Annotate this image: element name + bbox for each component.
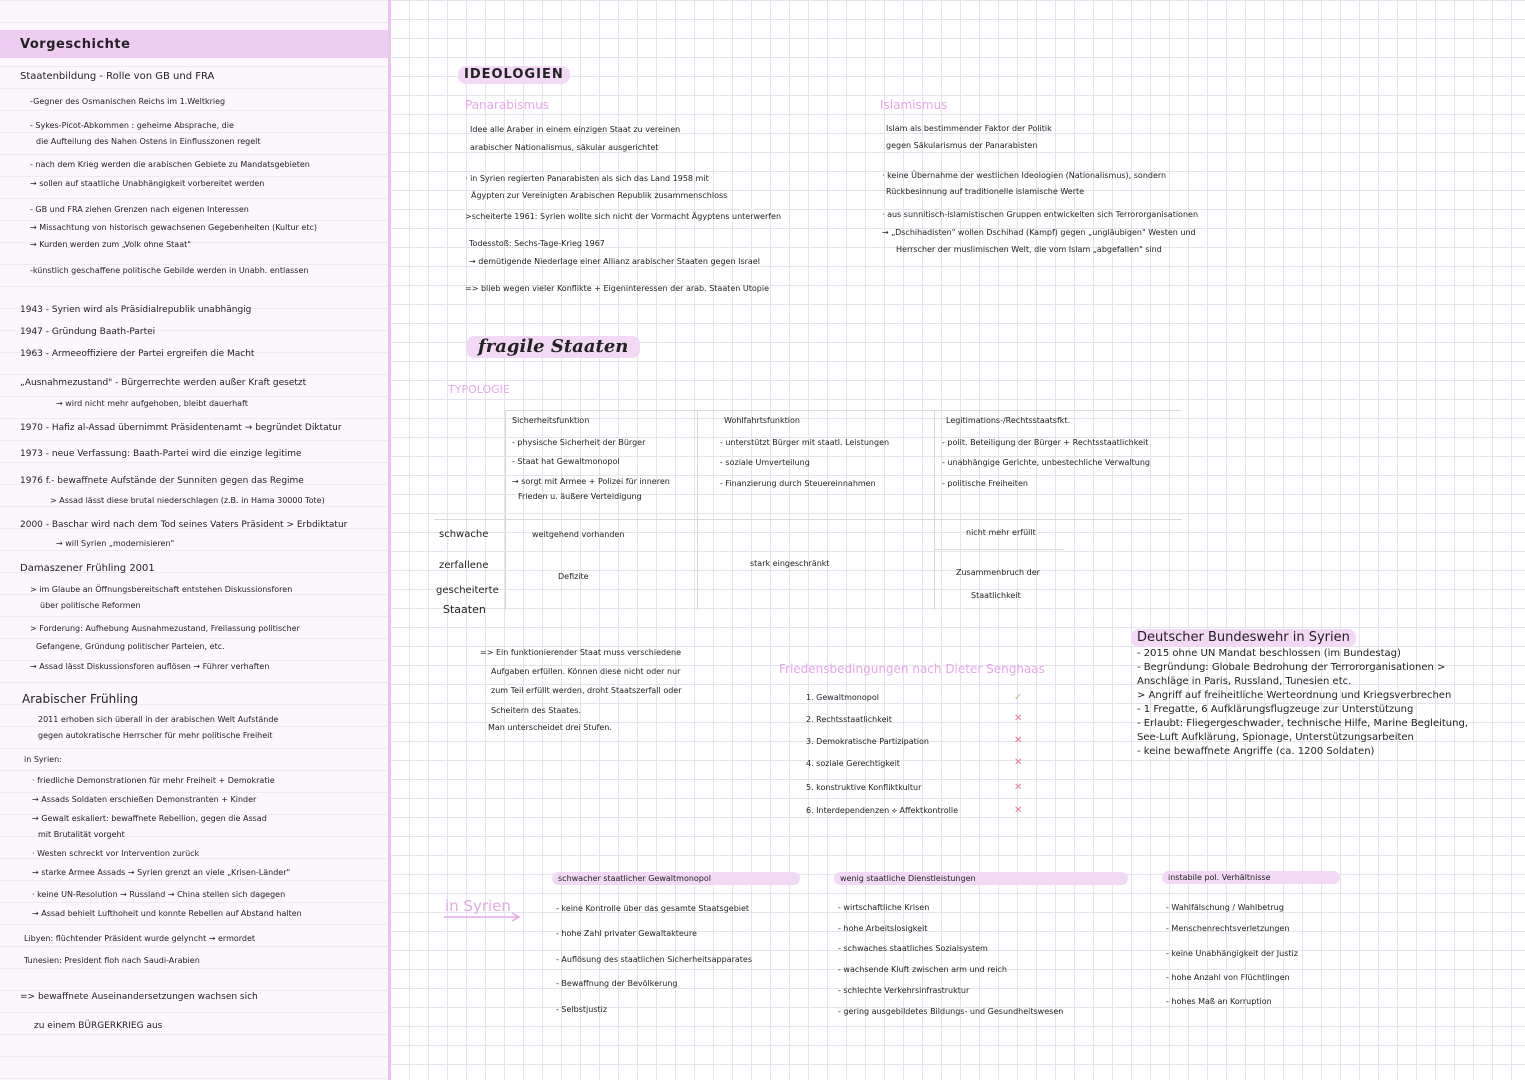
left-line: 1976 f.- bewaffnete Aufstände der Sunniten gegen das Regime [20, 476, 304, 486]
left-line: · Westen schreckt vor Intervention zurück [32, 849, 200, 858]
isl-line: → „Dschihadisten" wollen Dschihad (Kampf) gegen „ungläubigen" Westen und [882, 228, 1196, 237]
isl-line: Rückbesinnung auf traditionelle islamische Werte [886, 187, 1085, 196]
row-label: zerfallene [439, 560, 489, 571]
isl-line: gegen Säkularismus der Panarabisten [886, 141, 1038, 150]
syrien-col-head: schwacher staatlicher Gewaltmonopol [552, 872, 800, 885]
syrien-item: - Selbstjustiz [556, 1005, 608, 1014]
bundeswehr-line: - 2015 ohne UN Mandat beschlossen (im Bundestag) [1137, 648, 1401, 659]
syrien-item: - Bewaffnung der Bevölkerung [556, 979, 678, 988]
syrien-item: - Menschenrechtsverletzungen [1166, 924, 1290, 933]
syrien-item: - schlechte Verkehrsinfrastruktur [838, 986, 970, 995]
left-line: „Ausnahmezustand" - Bürgerrechte werden außer Kraft gesetzt [20, 378, 307, 388]
syrien-item: - wachsende Kluft zwischen arm und reich [838, 965, 1007, 974]
left-line: mit Brutalität vorgeht [38, 830, 125, 839]
col-item: - Staat hat Gewaltmonopol [512, 457, 620, 466]
bundeswehr-line: Anschläge in Paris, Russland, Tunesien etc. [1137, 676, 1352, 687]
pan-line: >scheiterte 1961: Syrien wollte sich nicht der Vormacht Ägyptens unterwerfen [465, 212, 782, 221]
bundeswehr-line: - Begründung: Globale Bedrohung der Terrororganisationen > [1137, 662, 1446, 673]
left-line: → Gewalt eskaliert: bewaffnete Rebellion, gegen die Assad [32, 814, 267, 823]
left-line: Tunesien: President floh nach Saudi-Arabien [24, 956, 200, 965]
left-line: → wird nicht mehr aufgehoben, bleibt dauerhaft [56, 399, 248, 408]
bundeswehr-line: - keine bewaffnete Angriffe (ca. 1200 Soldaten) [1137, 746, 1375, 757]
col-item: - politische Freiheiten [942, 479, 1028, 488]
conclusion-line: Aufgaben erfüllen. Können diese nicht oder nur [491, 667, 681, 676]
pan-line: Ägypten zur Vereinigten Arabischen Republik zusammenschloss [471, 191, 728, 200]
islamismus-title: Islamismus [880, 98, 948, 112]
isl-line: · aus sunnitisch-islamistischen Gruppen entwickelten sich Terrororganisationen [882, 210, 1199, 219]
arrow-right-icon [444, 912, 524, 922]
isl-line: Herrscher der muslimischen Welt, die vom Islam „abgefallen" sind [896, 245, 1162, 254]
left-line: Staatenbildung - Rolle von GB und FRA [20, 71, 215, 82]
bundeswehr-line: - 1 Fregatte, 6 Aufklärungsflugzeuge zur Unterstützung [1137, 704, 1414, 715]
col-item: - unterstützt Bürger mit staatl. Leistungen [720, 438, 890, 447]
bundeswehr-line: - Erlaubt: Fliegergeschwader, technische Hilfe, Marine Begleitung, [1137, 718, 1469, 729]
row-label: schwache [439, 529, 489, 540]
col-item: - unabhängige Gerichte, unbestechliche Verwaltung [942, 458, 1150, 467]
left-line: => bewaffnete Auseinandersetzungen wachsen sich [20, 992, 258, 1002]
left-line: gegen autokratische Herrscher für mehr politische Freiheit [38, 731, 273, 740]
syrien-item: - hohe Anzahl von Flüchtlingen [1166, 973, 1290, 982]
left-line: → Assad lässt Diskussionsforen auflösen → Führer verhaften [30, 662, 270, 671]
left-line: → Missachtung von historisch gewachsenen Gegebenheiten (Kultur etc) [30, 223, 317, 232]
conclusion-line: zum Teil erfüllt werden, droht Staatszerfall oder [491, 686, 682, 695]
conclusion-line: => Ein funktionierender Staat muss verschiedene [480, 648, 681, 657]
col-item: - Finanzierung durch Steuereinnahmen [720, 479, 876, 488]
table-divider [505, 410, 1181, 411]
pan-line: · in Syrien regierten Panarabisten als sich das Land 1958 mit [465, 174, 709, 183]
table-divider [505, 410, 506, 610]
row-label: Staaten [443, 603, 486, 616]
left-line: -künstlich geschaffene politische Gebilde werden in Unabh. entlassen [30, 266, 309, 275]
left-line: → sollen auf staatliche Unabhängigkeit vorbereitet werden [30, 179, 265, 188]
row-label: gescheiterte [436, 585, 499, 596]
pan-line: Todesstoß: Sechs-Tage-Krieg 1967 [469, 239, 605, 248]
left-title: Vorgeschichte [20, 37, 131, 52]
frieden-item: 5. konstruktive Konfliktkultur [806, 783, 922, 792]
syrien-col-head: instabile pol. Verhältnisse [1162, 871, 1340, 884]
left-line: - GB und FRA ziehen Grenzen nach eigenen Interessen [30, 205, 249, 214]
pan-line: → demütigende Niederlage einer Allianz arabischer Staaten gegen Israel [469, 257, 760, 266]
left-line: über politische Reformen [40, 601, 141, 610]
left-line: 1947 - Gründung Baath-Partei [20, 327, 156, 337]
left-line: 1943 - Syrien wird als Präsidialrepublik unabhängig [20, 305, 252, 315]
left-line: die Aufteilung des Nahen Ostens in Einflusszonen regelt [36, 137, 261, 146]
left-subheading: Damaszener Frühling 2001 [20, 563, 155, 574]
left-line: in Syrien: [24, 755, 62, 764]
cell: weitgehend vorhanden [532, 530, 625, 539]
col-item: → sorgt mit Armee + Polizei für inneren [512, 477, 670, 486]
cross-icon: ✕ [1014, 735, 1023, 746]
conclusion-line: Man unterscheidet drei Stufen. [488, 723, 612, 732]
bundeswehr-title: Deutscher Bundeswehr in Syrien [1131, 629, 1356, 647]
cross-icon: ✕ [1014, 757, 1023, 768]
pan-line: Idee alle Araber in einem einzigen Staat zu vereinen [470, 125, 681, 134]
left-line: · keine UN-Resolution → Russland → China stellen sich dagegen [32, 890, 286, 899]
column-divider [388, 0, 391, 1080]
cross-icon: ✕ [1014, 713, 1023, 724]
col-head-wohlfahrt: Wohlfahrtsfunktion [724, 416, 800, 425]
left-line: Gefangene, Gründung politischer Parteien, etc. [36, 642, 225, 651]
frieden-item: 2. Rechtsstaatlichkeit [806, 715, 892, 724]
col-item: Frieden u. äußere Verteidigung [518, 492, 642, 501]
table-divider [934, 549, 1064, 550]
in-syrien-label: in Syrien [445, 897, 511, 915]
syrien-item: - hohe Zahl privater Gewaltakteure [556, 929, 697, 938]
col-item: - polit. Beteiligung der Bürger + Rechtsstaatlichkeit [942, 438, 1149, 447]
frieden-item: 1. Gewaltmonopol [806, 693, 879, 702]
frieden-item: 6. Interdependenzen ⟡ Affektkontrolle [806, 806, 959, 815]
frieden-item: 4. soziale Gerechtigkeit [806, 759, 900, 768]
col-head-legitimation: Legitimations-/Rechtsstaatsfkt. [946, 416, 1071, 425]
left-line: Libyen: flüchtender Präsident wurde gelyncht → ermordet [24, 934, 256, 943]
left-subheading: Arabischer Frühling [22, 692, 139, 706]
table-divider [434, 519, 1182, 520]
table-divider [934, 410, 935, 610]
syrien-item: - schwaches staatliches Sozialsystem [838, 944, 988, 953]
section-title-fragile-staaten: fragile Staaten [466, 336, 640, 358]
isl-line: · keine Übernahme der westlichen Ideologien (Nationalismus), sondern [882, 171, 1167, 180]
typologie-label: TYPOLOGIE [448, 383, 510, 396]
left-line: 1970 - Hafiz al-Assad übernimmt Präsidentenamt → begründet Diktatur [20, 423, 342, 433]
left-line: · friedliche Demonstrationen für mehr Freiheit + Demokratie [32, 776, 275, 785]
section-title-ideologien: IDEOLOGIEN [458, 66, 570, 84]
cell: nicht mehr erfüllt [966, 528, 1036, 537]
left-line: > Forderung: Aufhebung Ausnahmezustand, Freilassung politischer [30, 624, 300, 633]
col-head-sicherheit: Sicherheitsfunktion [512, 416, 590, 425]
col-item: - soziale Umverteilung [720, 458, 810, 467]
left-line: → Assad behielt Lufthoheit und konnte Rebellen auf Abstand halten [32, 909, 302, 918]
syrien-item: - hohe Arbeitslosigkeit [838, 924, 928, 933]
frieden-item: 3. Demokratische Partizipation [806, 737, 929, 746]
syrien-item: - keine Unabhängigkeit der Justiz [1166, 949, 1298, 958]
left-line: → Assads Soldaten erschießen Demonstranten + Kinder [32, 795, 257, 804]
left-line: - Sykes-Picot-Abkommen : geheime Absprache, die [30, 121, 234, 130]
left-line: 1973 - neue Verfassung: Baath-Partei wird die einzige legitime [20, 449, 302, 459]
cell: Zusammenbruch der [956, 568, 1040, 577]
left-line: 1963 - Armeeoffiziere der Partei ergreifen die Macht [20, 349, 255, 359]
left-line: → will Syrien „modernisieren" [56, 539, 175, 548]
cross-icon: ✕ [1014, 805, 1023, 816]
left-line: → starke Armee Assads → Syrien grenzt an viele „Krisen-Länder" [32, 868, 291, 877]
cell: Defizite [558, 572, 589, 581]
left-line: zu einem BÜRGERKRIEG aus [34, 1021, 163, 1031]
conclusion-line: Scheitern des Staates. [491, 706, 582, 715]
left-line: → Kurden werden zum „Volk ohne Staat" [30, 240, 191, 249]
syrien-item: - Wahlfälschung / Wahlbetrug [1166, 903, 1284, 912]
syrien-col-head: wenig staatliche Dienstleistungen [834, 872, 1128, 885]
cell: stark eingeschränkt [750, 559, 830, 568]
panarabismus-title: Panarabismus [465, 98, 550, 112]
grid-paper-background [390, 0, 1525, 1080]
left-line: > im Glaube an Öffnungsbereitschaft entstehen Diskussionsforen [30, 585, 293, 594]
syrien-item: - Auflösung des staatlichen Sicherheitsapparates [556, 955, 752, 964]
isl-line: Islam als bestimmender Faktor der Politik [886, 124, 1052, 133]
pan-line: arabischer Nationalismus, säkular ausgerichtet [470, 143, 659, 152]
syrien-item: - keine Kontrolle über das gesamte Staatsgebiet [556, 904, 750, 913]
left-line: 2000 - Baschar wird nach dem Tod seines Vaters Präsident > Erbdiktatur [20, 520, 348, 530]
check-icon: ✓ [1014, 692, 1023, 703]
left-line: 2011 erhoben sich überall in der arabischen Welt Aufstände [38, 715, 279, 724]
left-line: > Assad lässt diese brutal niederschlagen (z.B. in Hama 30000 Tote) [50, 496, 325, 505]
cell: Staatlichkeit [971, 591, 1021, 600]
cross-icon: ✕ [1014, 782, 1023, 793]
bundeswehr-line: See-Luft Aufklärung, Spionage, Unterstützungsarbeiten [1137, 732, 1414, 743]
bundeswehr-line: > Angriff auf freiheitliche Werteordnung und Kriegsverbrechen [1137, 690, 1452, 701]
frieden-title: Friedensbedingungen nach Dieter Senghaas [779, 662, 1045, 676]
pan-line: => blieb wegen vieler Konflikte + Eigeninteressen der arab. Staaten Utopie [465, 284, 769, 293]
left-line: - nach dem Krieg werden die arabischen Gebiete zu Mandatsgebieten [30, 160, 310, 169]
left-line: -Gegner des Osmanischen Reichs im 1.Weltkrieg [30, 97, 226, 106]
table-divider [697, 410, 698, 610]
syrien-item: - hohes Maß an Korruption [1166, 997, 1272, 1006]
syrien-item: - gering ausgebildetes Bildungs- und Gesundheitswesen [838, 1007, 1064, 1016]
col-item: - physische Sicherheit der Bürger [512, 438, 646, 447]
syrien-item: - wirtschaftliche Krisen [838, 903, 930, 912]
